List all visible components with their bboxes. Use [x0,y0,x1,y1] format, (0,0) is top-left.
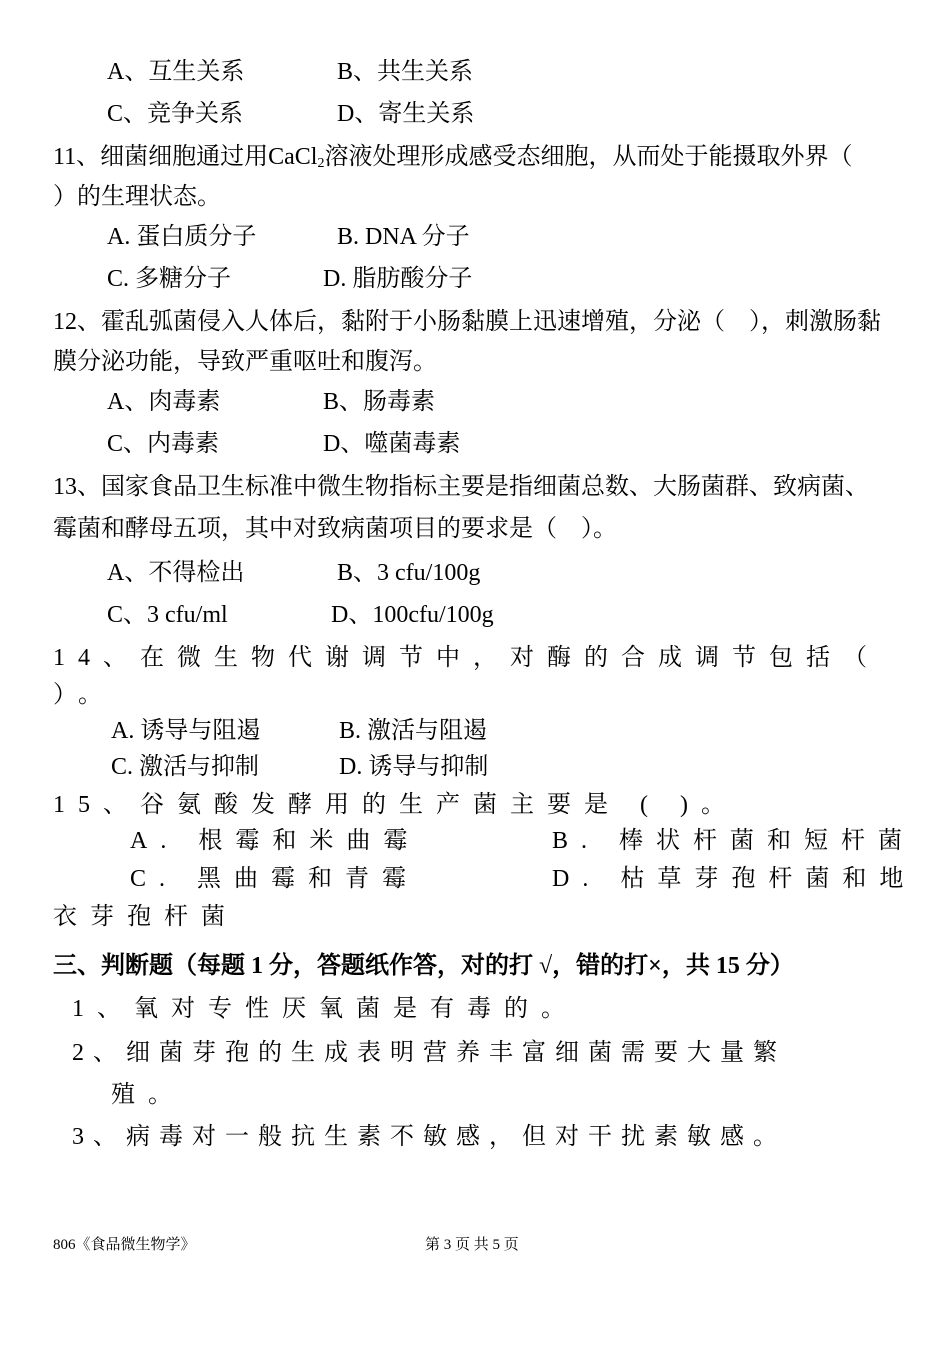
q15-option-d-cont: 衣芽孢杆菌 [53,904,238,930]
q11-option-c: C. 多糖分子 [107,266,232,292]
q11-stem-pre: 11、细菌细胞通过用 [53,144,269,170]
q12-option-d: D、噬菌毒素 [323,431,461,457]
q15-option-b: B. 棒状杆菌和短杆菌 [552,828,916,854]
section3-item-3: 3、病毒对一般抗生素不敏感，但对干扰素敏感。 [72,1124,786,1150]
footer-page-number: 第 3 页 共 5 页 [425,1237,519,1253]
q12-stem-line1: 12、霍乱弧菌侵入人体后，黏附于小肠黏膜上迅速增殖，分泌（ ），刺激肠黏 [53,309,881,335]
section3-heading: 三、判断题（每题 1 分，答题纸作答，对的打 √，错的打×，共 15 分） [53,953,794,979]
q13-stem-line2: 霉菌和酵母五项，其中对致病菌项目的要求是（ ）。 [53,516,617,542]
q14-stem-line1: 14、在微生物代谢调节中，对酶的合成调节包括（ [53,645,880,671]
q14-option-b: B. 激活与阻遏 [339,718,488,744]
q11-chem-sub: 2 [317,156,325,171]
q10-option-c: C、竞争关系 [107,101,244,127]
q13-option-b: B、3 cfu/100g [337,560,481,586]
q15-option-d: D. 枯草芽孢杆菌和地 [552,866,917,892]
q12-stem-line2: 膜分泌功能，导致严重呕吐和腹泻。 [53,349,437,375]
q11-option-a: A. 蛋白质分子 [107,224,257,250]
q10-option-a: A、互生关系 [107,59,245,85]
q13-option-d: D、100cfu/100g [331,602,494,628]
q11-chem: CaCl [268,144,318,170]
section3-item-2-cont: 殖。 [111,1082,185,1108]
q15-option-c: C. 黑曲霉和青霉 [130,866,420,892]
q12-option-b: B、肠毒素 [323,389,436,415]
q11-option-d: D. 脂肪酸分子 [323,266,473,292]
q13-option-a: A、不得检出 [107,560,245,586]
q12-option-c: C、内毒素 [107,431,220,457]
q10-option-b: B、共生关系 [337,59,474,85]
q15-stem: 15、谷氨酸发酵用的生产菌主要是 ( )。 [53,792,738,818]
q15-option-a: A. 根霉和米曲霉 [130,828,421,854]
section3-item-2: 2、细菌芽孢的生成表明营养丰富细菌需要大量繁 [72,1040,786,1066]
q12-option-a: A、肉毒素 [107,389,221,415]
q11-stem [53,142,852,172]
section3-item-1: 1、氧对专性厌氧菌是有毒的。 [72,996,578,1022]
q11-option-b: B. DNA 分子 [337,224,470,250]
q13-option-c: C、3 cfu/ml [107,602,228,628]
footer-course: 806《食品微生物学》 [53,1237,196,1253]
q14-option-c: C. 激活与抑制 [111,754,260,780]
q10-option-d: D、寄生关系 [337,101,475,127]
q14-option-d: D. 诱导与抑制 [339,754,489,780]
q11-stem-post: 溶液处理形成感受态细胞，从而处于能摄取外界（ [324,144,853,170]
q14-stem-line2: ）。 [53,682,115,708]
q13-stem-line1: 13、国家食品卫生标准中微生物指标主要是指细菌总数、大肠菌群、致病菌、 [53,474,869,500]
q14-option-a: A. 诱导与阻遏 [111,718,261,744]
q11-stem-line2: ）的生理状态。 [53,184,221,210]
